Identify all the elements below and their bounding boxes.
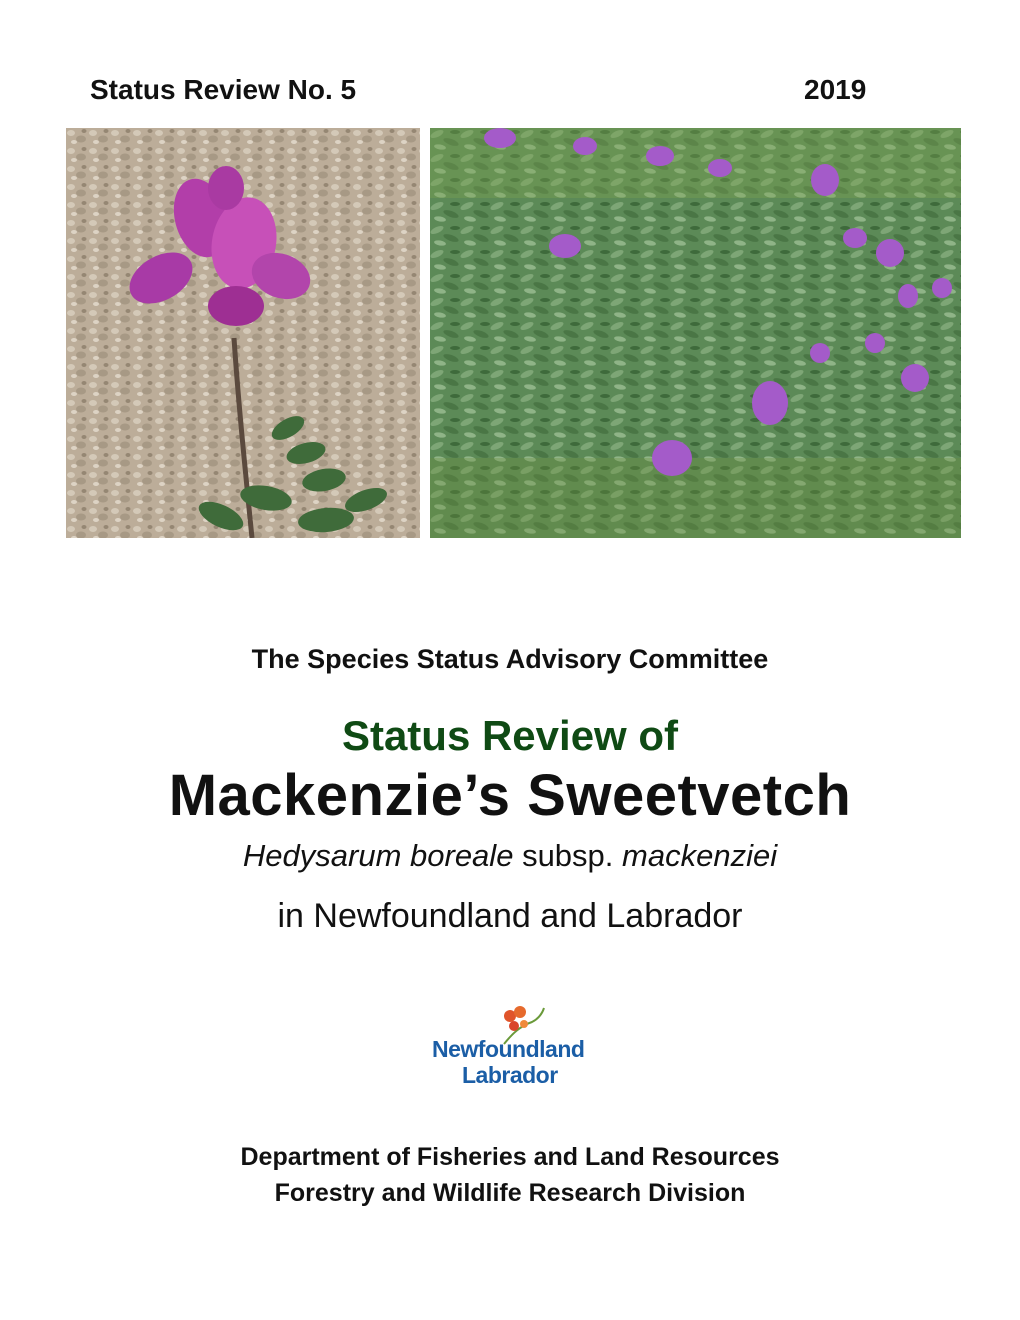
division-name: Forestry and Wildlife Research Division: [274, 1179, 746, 1207]
title-status-review-of: Status Review of: [341, 712, 679, 759]
department-name: Department of Fisheries and Land Resources: [240, 1143, 780, 1171]
species-common-name: Mackenzie’s Sweetvetch: [168, 763, 852, 828]
committee-name: The Species Status Advisory Committee: [251, 644, 769, 674]
species-scientific-name: [0, 838, 1020, 874]
scientific-epithet: mackenziei: [622, 838, 778, 873]
logo-word-newfoundland: Newfoundland: [432, 1036, 585, 1062]
scientific-subsp-label: subsp.: [522, 838, 614, 873]
photo-single-plant: [66, 128, 420, 538]
newfoundland-labrador-logo: [428, 1006, 598, 1096]
logo-word-labrador: Labrador: [462, 1062, 558, 1088]
publication-year: 2019: [804, 74, 867, 105]
photo-plant-mat: [430, 128, 961, 538]
scientific-genus: Hedysarum boreale: [242, 838, 514, 873]
location-line: in Newfoundland and Labrador: [277, 897, 743, 935]
series-number: Status Review No. 5: [90, 74, 357, 105]
